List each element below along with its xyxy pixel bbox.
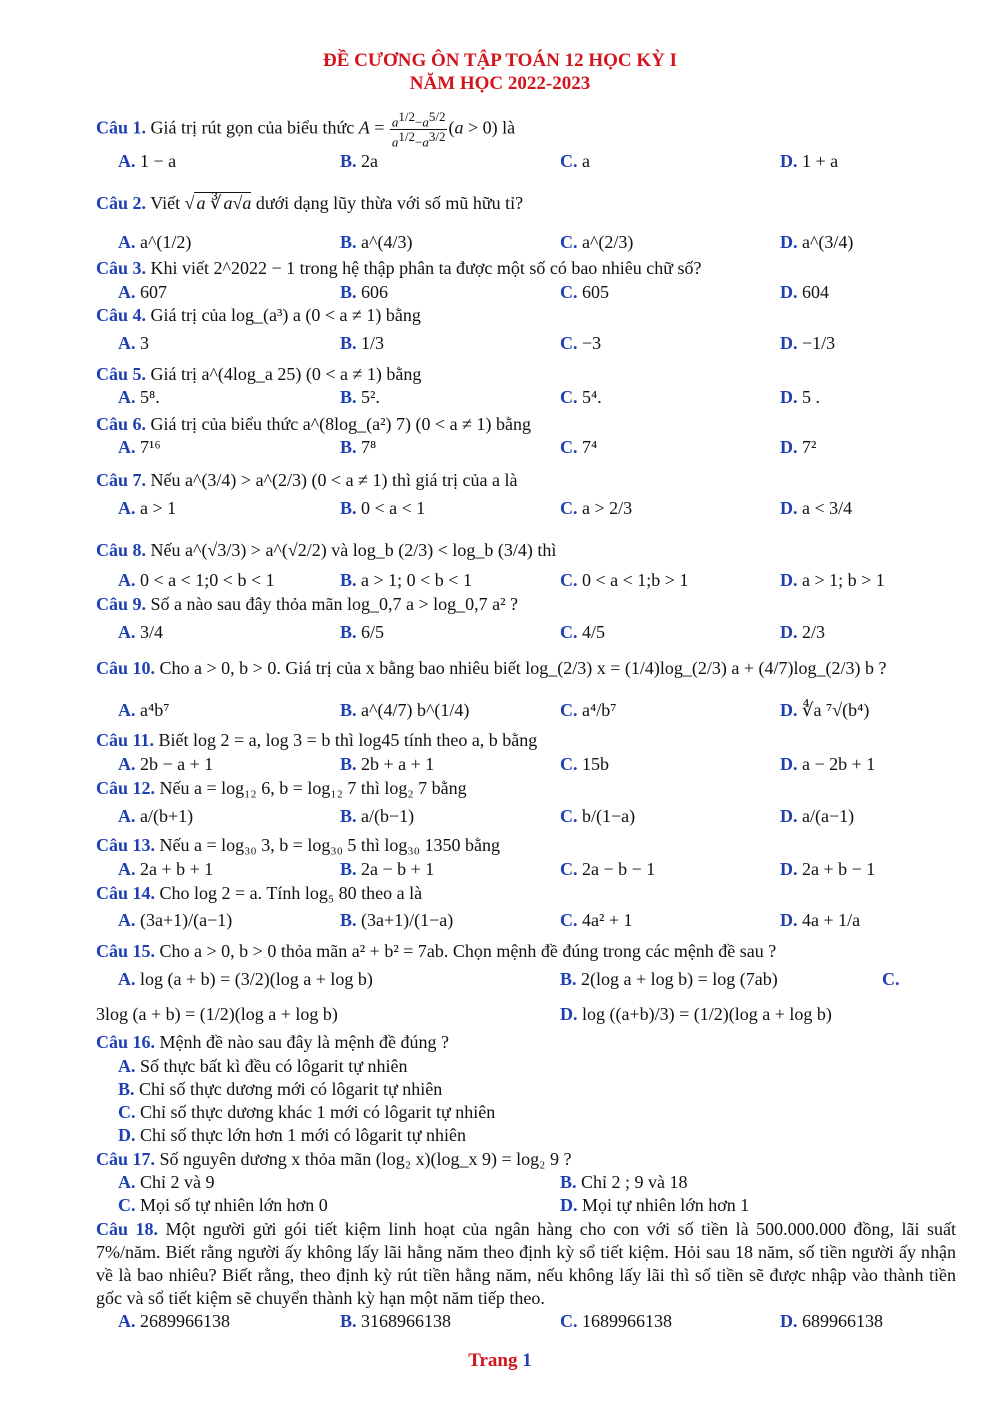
q13-option-c[interactable]: C. 2a − b − 1: [560, 859, 656, 879]
q15-option-b[interactable]: B. 2(log a + log b) = log (7ab): [560, 969, 778, 989]
q2-option-b[interactable]: B. a^(4/3): [340, 232, 413, 252]
q10-option-d[interactable]: D. ∜a ⁷√(b⁴): [780, 700, 870, 720]
q3-option-a[interactable]: A. 607: [118, 282, 167, 302]
q5-option-c[interactable]: C. 5⁴.: [560, 387, 602, 407]
question-15: Câu 15. Cho a > 0, b > 0 thỏa mãn a² + b² = 7ab. Chọn mệnh đề đúng trong các mệnh đề sau ?: [96, 941, 777, 961]
question-11: Câu 11. Biết log 2 = a, log 3 = b thì log45 tính theo a, b bằng: [96, 730, 538, 750]
q5-option-d[interactable]: D. 5 .: [780, 387, 820, 407]
question-16: Câu 16. Mệnh đề nào sau đây là mệnh đề đúng ?: [96, 1032, 449, 1052]
q7-option-c[interactable]: C. a > 2/3: [560, 498, 633, 518]
q8-option-b[interactable]: B. a > 1; 0 < b < 1: [340, 570, 472, 590]
q6-option-d[interactable]: D. 7²: [780, 437, 817, 457]
q6-option-a[interactable]: A. 7¹⁶: [118, 437, 161, 457]
q5-option-b[interactable]: B. 5².: [340, 387, 380, 407]
q11-option-a[interactable]: A. 2b − a + 1: [118, 754, 214, 774]
q6-option-c[interactable]: C. 7⁴: [560, 437, 598, 457]
question-1: Câu 1. Giá trị rút gọn của biểu thức A = $\frac{a^{1/2}-a^{5/2}}{a^{1/2}-a^{3/2}}$ (a > 0) là: [96, 109, 516, 150]
page-label: Trang: [468, 1350, 518, 1371]
q3-option-d[interactable]: D. 604: [780, 282, 829, 302]
q1-option-c[interactable]: C. a: [560, 151, 590, 171]
q2-option-a[interactable]: A. a^(1/2): [118, 232, 192, 252]
q1-option-a[interactable]: A. 1 − a: [118, 151, 177, 171]
q10-option-c[interactable]: C. a⁴/b⁷: [560, 700, 617, 720]
q18-option-b[interactable]: B. 3168966138: [340, 1311, 452, 1331]
q16-option-d[interactable]: D. Chỉ số thực lớn hơn 1 mới có lôgarit tự nhiên: [118, 1125, 467, 1145]
document-title: ĐỀ CƯƠNG ÔN TẬP TOÁN 12 HỌC KỲ I: [322, 50, 677, 71]
question-14: Câu 14. Cho log 2 = a. Tính log₅ 80 theo a là: [96, 883, 423, 903]
question-8: Câu 8. Nếu a^(√3/3) > a^(√2/2) và log_b (2/3) < log_b (3/4) thì: [96, 540, 557, 560]
question-2: Câu 2. Viết √ a ∛ a√a dưới dạng lũy thừa với số mũ hữu tỉ?: [96, 193, 524, 213]
q7-option-b[interactable]: B. 0 < a < 1: [340, 498, 426, 518]
q1-option-d[interactable]: D. 1 + a: [780, 151, 839, 171]
q5-option-a[interactable]: A. 5⁸.: [118, 387, 160, 407]
q15-option-c-letter[interactable]: C.: [882, 969, 900, 989]
q12-option-b[interactable]: B. a/(b−1): [340, 806, 415, 826]
q14-option-b[interactable]: B. (3a+1)/(1−a): [340, 910, 454, 930]
q14-option-a[interactable]: A. (3a+1)/(a−1): [118, 910, 233, 930]
question-4: Câu 4. Giá trị của log_(a³) a (0 < a ≠ 1) bằng: [96, 305, 421, 325]
q14-option-d[interactable]: D. 4a + 1/a: [780, 910, 861, 930]
q8-option-d[interactable]: D. a > 1; b > 1: [780, 570, 885, 590]
q16-option-a[interactable]: A. Số thực bất kì đều có lôgarit tự nhiên: [118, 1056, 408, 1076]
q16-option-b[interactable]: B. Chỉ số thực dương mới có lôgarit tự nhiên: [118, 1079, 443, 1099]
q10-option-b[interactable]: B. a^(4/7) b^(1/4): [340, 700, 470, 720]
q17-option-c[interactable]: C. Mọi số tự nhiên lớn hơn 0: [118, 1195, 328, 1215]
question-3: Câu 3. Khi viết 2^2022 − 1 trong hệ thập phân ta được một số có bao nhiêu chữ số?: [96, 258, 702, 278]
q13-option-a[interactable]: A. 2a + b + 1: [118, 859, 214, 879]
question-13: Câu 13. Nếu a = log₃₀ 3, b = log₃₀ 5 thì log₃₀ 1350 bằng: [96, 835, 500, 855]
q8-option-c[interactable]: C. 0 < a < 1;b > 1: [560, 570, 689, 590]
q1-option-b[interactable]: B. 2a: [340, 151, 379, 171]
q9-option-c[interactable]: C. 4/5: [560, 622, 606, 642]
q9-option-a[interactable]: A. 3/4: [118, 622, 164, 642]
q2-option-c[interactable]: C. a^(2/3): [560, 232, 634, 252]
question-5: Câu 5. Giá trị a^(4log_a 25) (0 < a ≠ 1) bằng: [96, 364, 422, 384]
q12-option-a[interactable]: A. a/(b+1): [118, 806, 194, 826]
question-17: Câu 17. Số nguyên dương x thỏa mãn (log₂ x)(log_x 9) = log₂ 9 ?: [96, 1149, 572, 1169]
q18-option-a[interactable]: A. 2689966138: [118, 1311, 230, 1331]
page-number: 1: [522, 1350, 532, 1371]
q13-option-d[interactable]: D. 2a + b − 1: [780, 859, 876, 879]
q3-option-c[interactable]: C. 605: [560, 282, 609, 302]
q11-option-c[interactable]: C. 15b: [560, 754, 609, 774]
q16-option-c[interactable]: C. Chỉ số thực dương khác 1 mới có lôgarit tự nhiên: [118, 1102, 496, 1122]
question-10: Câu 10. Cho a > 0, b > 0. Giá trị của x bằng bao nhiêu biết log_(2/3) x = (1/4)log_(2/3) a + (4/7)log_(2/3) b ?: [96, 658, 887, 678]
q8-option-a[interactable]: A. 0 < a < 1;0 < b < 1: [118, 570, 275, 590]
q2-option-d[interactable]: D. a^(3/4): [780, 232, 854, 252]
q7-option-d[interactable]: D. a < 3/4: [780, 498, 853, 518]
q17-option-d[interactable]: D. Mọi tự nhiên lớn hơn 1: [560, 1195, 750, 1215]
q4-option-b[interactable]: B. 1/3: [340, 333, 385, 353]
q10-option-a[interactable]: A. a⁴b⁷: [118, 700, 170, 720]
page-footer: [0, 1350, 1000, 1373]
question-12: Câu 12. Nếu a = log₁₂ 6, b = log₁₂ 7 thì log₂ 7 bằng: [96, 778, 467, 798]
q15-option-a[interactable]: A. log (a + b) = (3/2)(log a + log b): [118, 969, 373, 989]
q11-option-d[interactable]: D. a − 2b + 1: [780, 754, 876, 774]
q17-option-a[interactable]: A. Chỉ 2 và 9: [118, 1172, 215, 1192]
q6-option-b[interactable]: B. 7⁸: [340, 437, 377, 457]
q15-option-d[interactable]: D. log ((a+b)/3) = (1/2)(log a + log b): [560, 1004, 832, 1024]
document-subtitle: NĂM HỌC 2022-2023: [409, 73, 591, 94]
q14-option-c[interactable]: C. 4a² + 1: [560, 910, 633, 930]
q11-option-b[interactable]: B. 2b + a + 1: [340, 754, 435, 774]
q12-option-c[interactable]: C. b/(1−a): [560, 806, 636, 826]
q9-option-d[interactable]: D. 2/3: [780, 622, 826, 642]
question-18: Câu 18. Một người gửi gói tiết kiệm linh hoạt của ngân hàng cho con với số tiền là 500.000.000 đồng, lãi suất 7%/năm. Biết rằng người ấy không lấy lãi hằng năm theo định kỳ sổ tiết kiệm. Hỏi sau 18 năm, số tiền người ấy nhận về là bao nhiêu? Biết rằng, theo định kỳ rút tiền hằng năm, nếu không lấy lãi thì số tiền sẽ được nhập vào thành tiền gốc và sổ tiết kiệm sẽ chuyển thành kỳ hạn một năm tiếp theo.: [96, 1219, 957, 1308]
q7-option-a[interactable]: A. a > 1: [118, 498, 177, 518]
q15-option-c[interactable]: 3log (a + b) = (1/2)(log a + log b): [96, 1004, 338, 1024]
question-9: Câu 9. Số a nào sau đây thỏa mãn log_0,7 a > log_0,7 a² ?: [96, 594, 518, 614]
q17-option-b[interactable]: B. Chỉ 2 ; 9 và 18: [560, 1172, 688, 1192]
q18-option-c[interactable]: C. 1689966138: [560, 1311, 672, 1331]
q4-option-a[interactable]: A. 3: [118, 333, 149, 353]
q4-option-d[interactable]: D. −1/3: [780, 333, 836, 353]
question-7: Câu 7. Nếu a^(3/4) > a^(2/3) (0 < a ≠ 1) thì giá trị của a là: [96, 470, 518, 490]
q9-option-b[interactable]: B. 6/5: [340, 622, 385, 642]
q18-option-d[interactable]: D. 689966138: [780, 1311, 883, 1331]
question-6: Câu 6. Giá trị của biểu thức a^(8log_(a²) 7) (0 < a ≠ 1) bằng: [96, 414, 532, 434]
q4-option-c[interactable]: C. −3: [560, 333, 602, 353]
q13-option-b[interactable]: B. 2a − b + 1: [340, 859, 435, 879]
q12-option-d[interactable]: D. a/(a−1): [780, 806, 855, 826]
q3-option-b[interactable]: B. 606: [340, 282, 389, 302]
